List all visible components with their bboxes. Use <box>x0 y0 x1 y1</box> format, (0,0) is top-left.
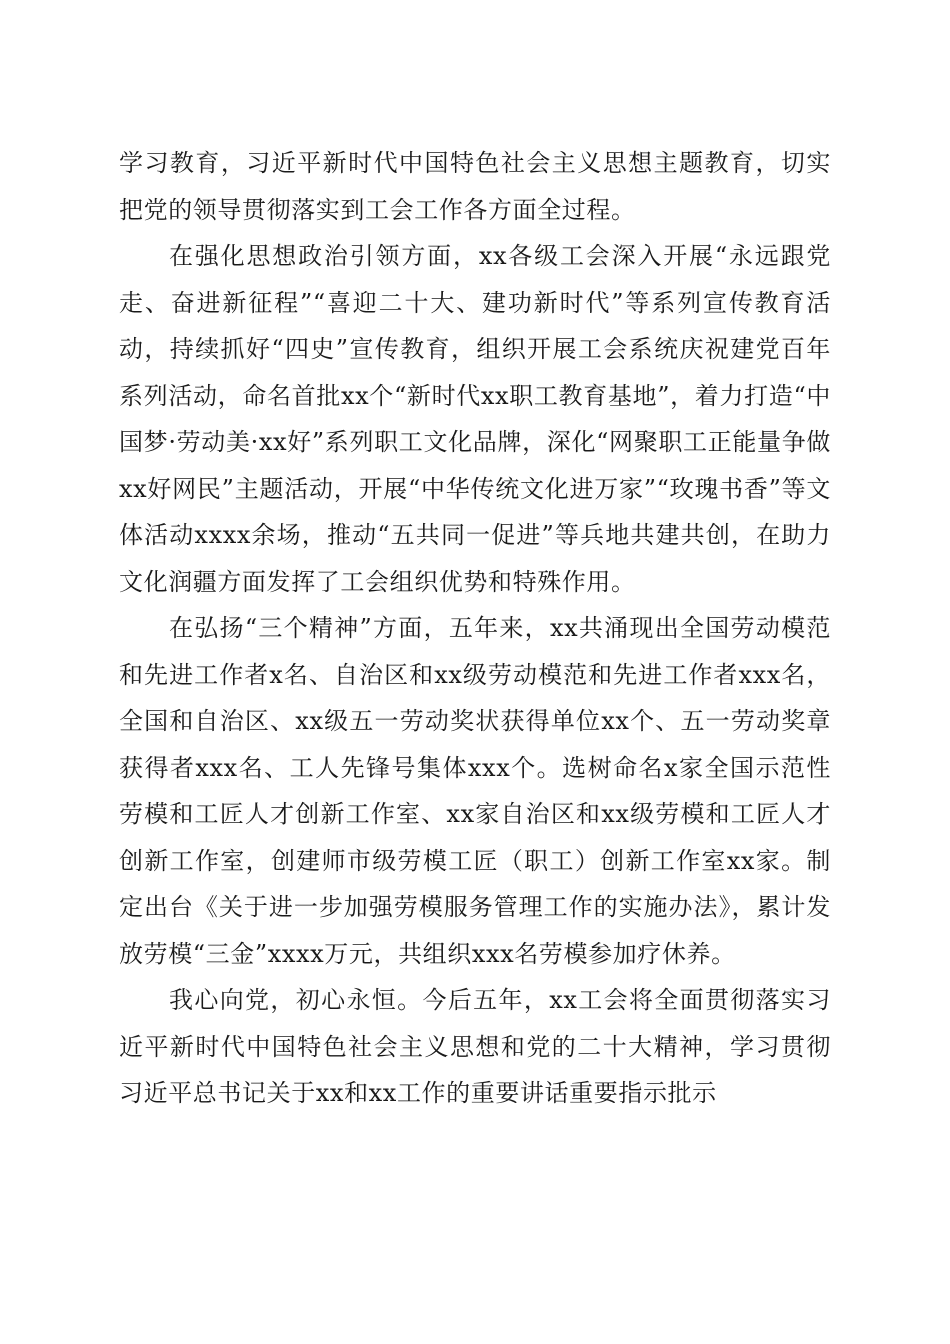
body-text <box>119 140 831 1117</box>
paragraph-future-plans: 我心向党，初心永恒。今后五年，xx工会将全面贯彻落实习近平新时代中国特色社会主义思想和党的二十大精神，学习贯彻习近平总书记关于xx和xx工作的重要讲话重要指示批示 <box>119 986 831 1107</box>
paragraph-continuation: 学习教育，习近平新时代中国特色社会主义思想主题教育，切实把党的领导贯彻落实到工会工作各方面全过程。 <box>119 149 831 224</box>
paragraph-three-spirits: 在弘扬“三个精神”方面，五年来，xx共涌现出全国劳动模范和先进工作者x名、自治区和xx级劳动模范和先进工作者xxx名，全国和自治区、xx级五一劳动奖状获得单位xx个、五一劳动奖章获得者xxx名、工人先锋号集体xxx个。选树命名x家全国示范性劳模和工匠人才创新工作室、xx家自治区和xx级劳模和工匠人才创新工作室，创建师市级劳模工匠（职工）创新工作室xx家。制定出台《关于进一步加强劳模服务管理工作的实施办法》，累计发放劳模“三金”xxxx万元，共组织xxx名劳模参加疗休养。 <box>119 614 831 968</box>
paragraph-ideological-guidance: 在强化思想政治引领方面，xx各级工会深入开展“永远跟党走、奋进新征程”“喜迎二十大、建功新时代”等系列宣传教育活动，持续抓好“四史”宣传教育，组织开展工会系统庆祝建党百年系列活动，命名首批xx个“新时代xx职工教育基地”，着力打造“中国梦·劳动美·xx好”系列职工文化品牌，深化“网聚职工正能量争做xx好网民”主题活动，开展“中华传统文化进万家”“玫瑰书香”等文体活动xxxx余场，推动“五共同一促进”等兵地共建共创，在助力文化润疆方面发挥了工会组织优势和特殊作用。 <box>119 242 831 596</box>
